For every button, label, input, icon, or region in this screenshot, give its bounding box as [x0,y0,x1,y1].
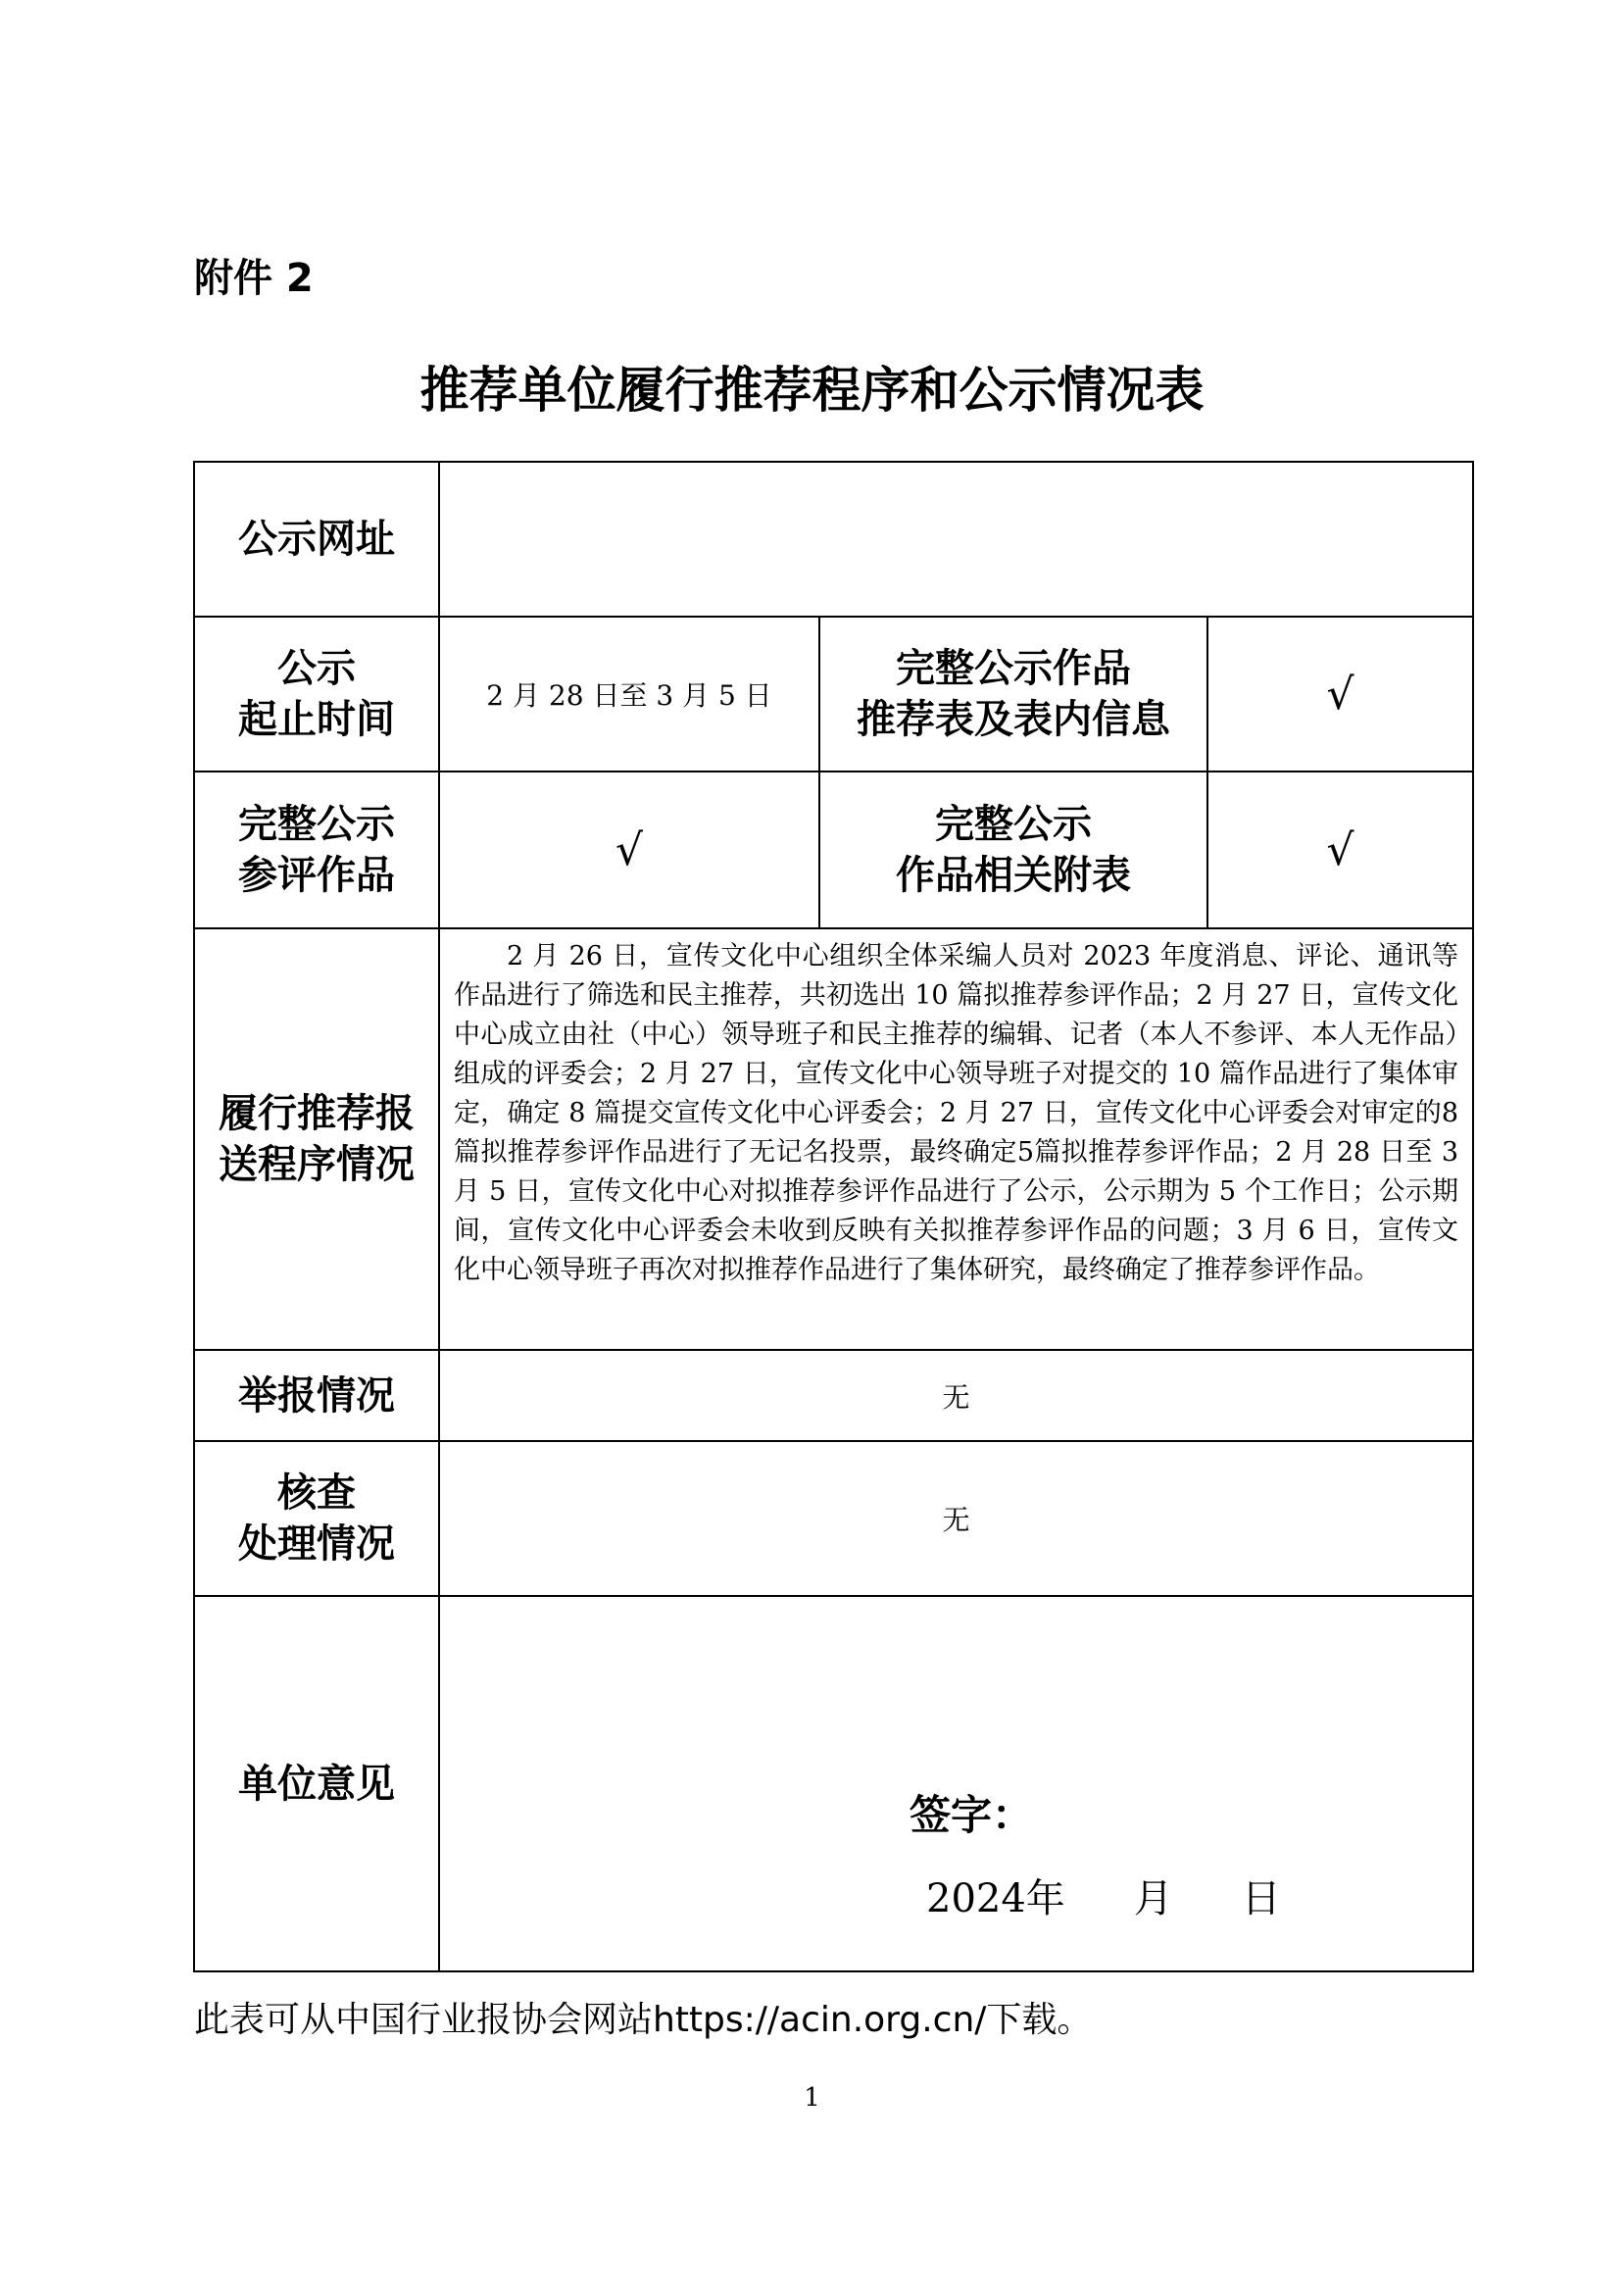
date-month: 月 [1133,1876,1173,1921]
procedure-label [194,928,439,1350]
row-works [194,772,1473,928]
date-day: 日 [1241,1876,1281,1921]
procedure-text: 2 月 26 日，宣传文化中心组织全体采编人员对 2023 年度消息、评论、通讯等作品进行了筛选和民主推荐，共初选出 10 篇拟推荐参评作品；2 月 27 日，宣传文化中心成立由社（中心）领导班子和民主推荐的编辑、记者（本人不参评、本人无作品）组成的评委会；2 月 27 日，宣传文化中心领导班子对提交的 10 篇作品进行了集体审定，确定 8 篇提交宣传文化中心评委会；2 月 27 日，宣传文化中心评委会对审定的8篇拟推荐参评作品进行了无记名投票，最终确定5篇拟推荐参评作品；2 月 28 日至 3 月 5 日，宣传文化中心对拟推荐参评作品进行了公示，公示期为 5 个工作日；公示期间，宣传文化中心评委会未收到反映有关拟推荐参评作品的问题；3 月 6 日，宣传文化中心领导班子再次对拟推荐作品进行了集体研究，最终确定了推荐参评作品。 [439,928,1473,1350]
period-value: 2 月 28 日至 3 月 5 日 [439,617,819,772]
period-label-line1: 公示 [277,646,356,691]
opinion-label: 单位意见 [194,1596,439,1971]
date-year: 2024年 [926,1876,1065,1921]
verification-label-line2: 处理情况 [238,1521,395,1567]
opinion-cell [439,1596,1473,1971]
report-value: 无 [439,1350,1473,1441]
row-report [194,1350,1473,1441]
row-url [194,462,1473,617]
footer-note: 此表可从中国行业报协会网站https://acin.org.cn/下载。 [194,2000,1093,2040]
verification-label [194,1441,439,1596]
disclosure-table [193,461,1474,1972]
verification-label-line1: 核查 [277,1470,356,1516]
attachments-label-line1: 完整公示 [935,802,1092,847]
works-label [194,772,439,928]
attachments-label [819,772,1207,928]
attachment-label: 附件 2 [194,256,314,301]
row-period [194,617,1473,772]
works-label-line2: 参评作品 [238,853,395,898]
works-check-mark: √ [439,772,819,928]
row-opinion [194,1596,1473,1971]
recommend-form-label-line2: 推荐表及表内信息 [857,697,1170,742]
works-label-line1: 完整公示 [238,802,395,847]
row-procedure [194,928,1473,1350]
signature-date [926,1868,1281,1923]
attachments-check-mark: √ [1207,772,1473,928]
recommend-form-label [819,617,1207,772]
procedure-label-line2: 送程序情况 [219,1142,415,1187]
procedure-label-line1: 履行推荐报 [219,1091,415,1136]
url-value [439,462,1473,617]
signature-label: 签字： [910,1791,1034,1839]
recommend-form-label-line1: 完整公示作品 [896,646,1131,691]
attachments-label-line2: 作品相关附表 [896,853,1131,898]
url-label: 公示网址 [194,462,439,617]
verification-value: 无 [439,1441,1473,1596]
recommend-form-check-mark: √ [1207,617,1473,772]
form-title: 推荐单位履行推荐程序和公示情况表 [419,361,1205,419]
report-label: 举报情况 [194,1350,439,1441]
row-verification [194,1441,1473,1596]
period-label [194,617,439,772]
period-label-line2: 起止时间 [238,697,395,742]
page-number: 1 [804,2083,820,2113]
